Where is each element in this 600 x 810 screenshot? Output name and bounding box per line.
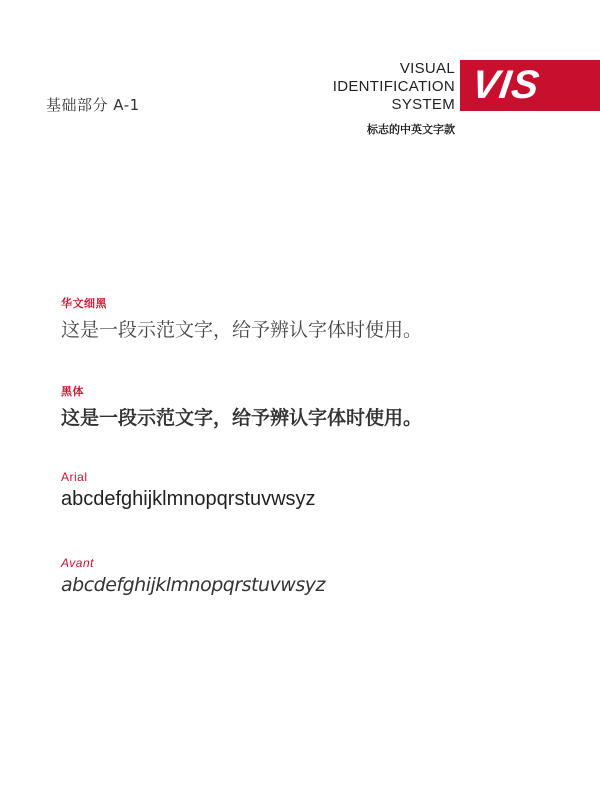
font-sample-text: abcdefghijklmnopqrstuvwsyz: [61, 574, 325, 596]
page-subtitle: 标志的中英文字款: [367, 123, 455, 136]
section-label: 基础部分 A-1: [46, 96, 140, 114]
vis-logo-block: [460, 60, 600, 111]
font-sample-heiti: [61, 383, 422, 430]
font-sample-label: Avant: [61, 556, 94, 570]
font-sample-arial: [61, 470, 316, 511]
font-sample-text: 这是一段示范文字，给予辨认字体时使用。: [61, 407, 423, 429]
vis-logo-text: VIS: [468, 63, 543, 107]
vis-line-identification: IDENTIFICATION: [332, 78, 455, 95]
vis-line-visual: VISUAL: [399, 60, 455, 77]
font-sample-label: Arial: [61, 470, 88, 484]
font-sample-text: 这是一段示范文字，给予辨认字体时使用。: [61, 319, 423, 341]
vis-wordmark: [333, 60, 455, 114]
font-sample-label: 黑体: [61, 385, 84, 398]
vis-line-system: SYSTEM: [391, 96, 455, 113]
font-sample-label: 华文细黑: [61, 297, 107, 310]
font-sample-text: abcdefghijklmnopqrstuvwsyz: [61, 488, 316, 510]
font-sample-avant: [61, 556, 325, 596]
font-sample-xihei: [61, 295, 422, 342]
